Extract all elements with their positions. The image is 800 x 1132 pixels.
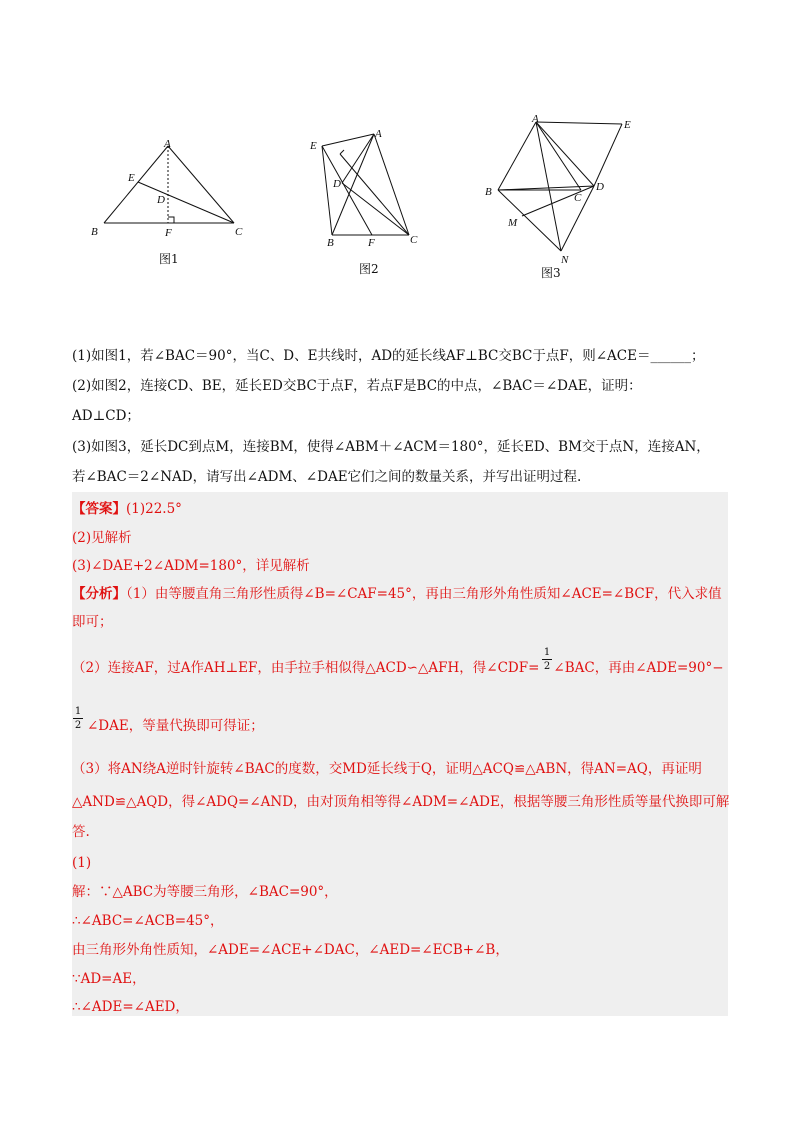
answer-1: (1)22.5° xyxy=(126,501,182,517)
analysis-p1a: （1）由等腰直角三角形性质得∠B=∠CAF=45°，再由三角形外角性质知∠ACE=∠BCF，代入求值 xyxy=(126,586,722,602)
fraction-half-2 xyxy=(73,706,83,731)
fig1-label-a: A xyxy=(164,138,171,150)
fig3-caption: 图3 xyxy=(541,266,561,280)
fig2-label-c: C xyxy=(410,234,418,246)
fig3-label-a: A xyxy=(532,113,539,125)
analysis-line-1 xyxy=(72,584,722,604)
question-3-line-2: 若∠BAC＝2∠NAD，请写出∠ADM、∠DAE它们之间的数量关系，并写出证明过程. xyxy=(72,469,582,485)
analysis-p2b: ∠BAC，再由∠ADE=90°− xyxy=(553,660,724,676)
figure-1-svg xyxy=(86,136,256,276)
question-1: (1)如图1，若∠BAC＝90°，当C、D、E共线时，AD的延长线AF⊥BC交BC于点F，则∠ACE＝______； xyxy=(72,348,705,364)
fig1-label-e: E xyxy=(128,172,135,184)
fig2-label-a: A xyxy=(375,128,382,140)
analysis-p3a: （3）将AN绕A逆时针旋转∠BAC的度数，交MD延长线于Q，证明△ACQ≌△ABN，得AN=AQ，再证明 xyxy=(72,761,702,777)
fig2-caption: 图2 xyxy=(359,262,379,276)
solution-line-4: ∵AD=AE， xyxy=(72,971,146,987)
analysis-p2a: （2）连接AF，过A作AH⊥EF，由手拉手相似得△ACD∽△AFH，得∠CDF= xyxy=(72,660,540,676)
solution-line-3: 由三角形外角性质知，∠ADE=∠ACE+∠DAC，∠AED=∠ECB+∠B， xyxy=(72,942,509,958)
fig3-label-d: D xyxy=(596,181,604,193)
fig3-label-e: E xyxy=(624,119,631,131)
answer-3: (3)∠DAE+2∠ADM=180°，详见解析 xyxy=(72,558,310,574)
answer-line-1 xyxy=(72,499,182,519)
fig3-label-c: C xyxy=(574,192,582,204)
fig1-label-f: F xyxy=(165,227,172,239)
figure-2-svg xyxy=(306,124,436,284)
fraction-half-2-num: 1 xyxy=(74,706,82,717)
fig1-label-b: B xyxy=(91,226,98,238)
analysis-p3c: 答. xyxy=(72,824,90,840)
analysis-p2c: ∠DAE，等量代换即可得证； xyxy=(87,718,264,734)
answer-2: (2)见解析 xyxy=(72,530,132,546)
question-2-line-1: (2)如图2，连接CD、BE，延长ED交BC于点F，若点F是BC的中点，∠BAC＝∠DAE，证明： xyxy=(72,378,642,394)
fig2-label-e: E xyxy=(310,140,317,152)
figure-3 xyxy=(478,112,648,287)
answer-tag: 【答案】 xyxy=(72,501,126,517)
fraction-half-1-num: 1 xyxy=(543,647,551,658)
fraction-half-1-den: 2 xyxy=(543,661,551,672)
analysis-tag: 【分析】 xyxy=(72,586,126,602)
fig1-caption: 图1 xyxy=(159,252,179,266)
fraction-half-2-den: 2 xyxy=(74,720,82,731)
fig2-label-d: D xyxy=(333,178,341,190)
solution-heading: (1) xyxy=(72,855,92,871)
fig3-label-n: N xyxy=(561,254,569,266)
fig2-label-b: B xyxy=(327,237,334,249)
fig1-label-c: C xyxy=(235,226,243,238)
fig3-label-m: M xyxy=(508,217,518,229)
figure-2 xyxy=(306,124,436,284)
fig2-label-f: F xyxy=(368,237,375,249)
analysis-p1b: 即可； xyxy=(72,614,113,630)
fig1-label-d: D xyxy=(157,194,165,206)
analysis-p3b: △AND≌△AQD，得∠ADQ=∠AND，由对顶角相等得∠ADM=∠ADE，根据等腰三角形性质等量代换即可解 xyxy=(72,794,730,810)
figure-1 xyxy=(86,136,256,276)
question-3-line-1: (3)如图3，延长DC到点M，连接BM，使得∠ABM＋∠ACM＝180°，延长ED、BM交于点N，连接AN， xyxy=(72,439,710,455)
solution-line-5: ∴∠ADE=∠AED， xyxy=(72,999,189,1015)
solution-line-2: ∴∠ABC=∠ACB=45°， xyxy=(72,913,224,929)
solution-line-1: 解：∵△ABC为等腰三角形，∠BAC=90°， xyxy=(72,884,338,900)
question-2-line-2: AD⊥CD； xyxy=(72,408,140,424)
figure-3-svg xyxy=(478,112,648,287)
fraction-half-1 xyxy=(542,647,552,672)
fig3-label-b: B xyxy=(485,186,492,198)
analysis-line-2 xyxy=(72,658,724,678)
